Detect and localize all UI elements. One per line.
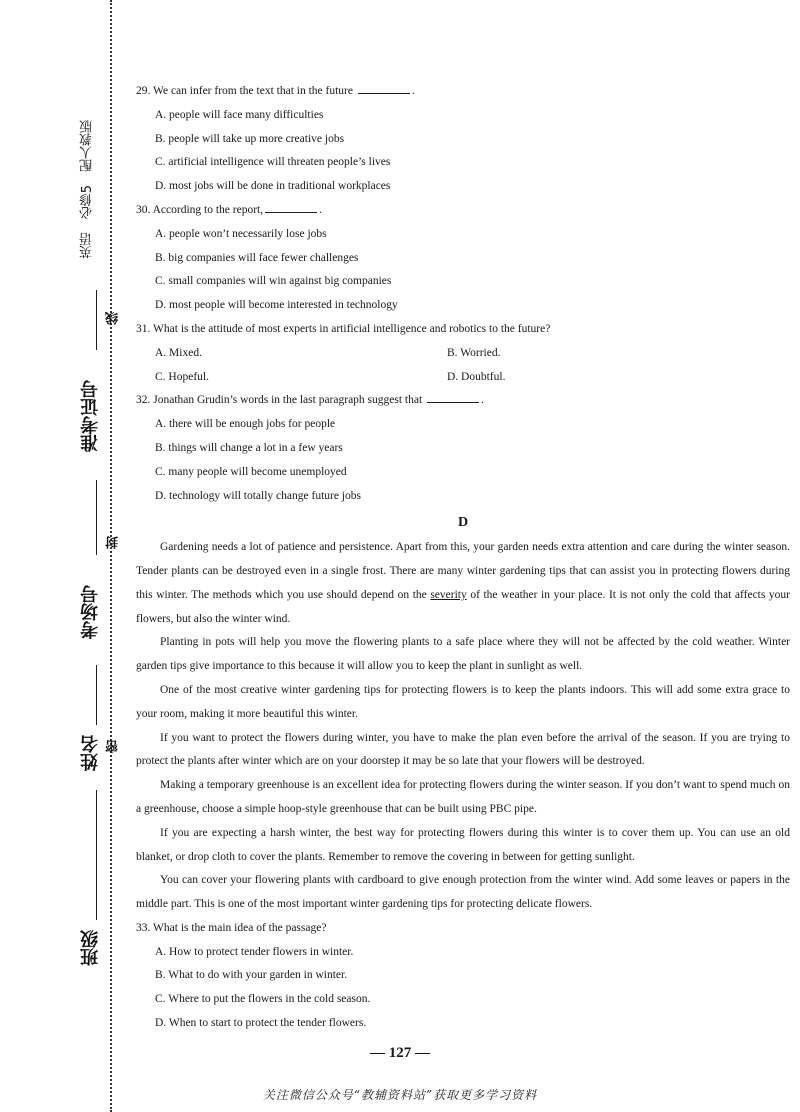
option-b: B. Worried. (447, 346, 501, 359)
paragraph: Gardening needs a lot of patience and persistence. Apart from this, your garden needs extra attention and care during the winter season. Tender plants can be destroyed even in a single frost. There are many winter gardening tips that can assist you in protecting flowers during this winter. The methods which you use should depend on the severity of the weather in your place. It is not only the cold that affects your flowers, but also the winter wind. (136, 541, 790, 625)
option-c: C. artificial intelligence will threaten people’s lives (155, 156, 391, 169)
question-stem: 33. What is the main idea of the passage? (136, 921, 327, 934)
option-d: D. When to start to protect the tender flowers. (155, 1017, 367, 1030)
name-underline (96, 665, 97, 725)
paragraph: If you want to protect the flowers during winter, you have to make the plan even before the arrival of the season. If you are trying to protect the plants after winter which are on your doorstep it may be so late that your flowers will be destroyed. (136, 731, 790, 768)
option-c: C. Where to put the flowers in the cold season. (155, 993, 371, 1006)
footer-note: 关注微信公众号“教辅资料站”获取更多学习资料 (262, 1088, 538, 1102)
option-c: C. Hopeful. (155, 370, 209, 383)
option-a: A. Mixed. (155, 346, 202, 359)
seal-xian: 线 (106, 312, 121, 325)
page-number: — 127 — (370, 1045, 430, 1061)
seal-mi: 密 (106, 740, 121, 753)
section-title: D (457, 515, 469, 531)
option-d: D. most jobs will be done in traditional workplaces (155, 180, 391, 193)
reading-passage (136, 536, 790, 917)
paragraph: Making a temporary greenhouse is an excellent idea for protecting flowers during the winter season. If you don’t want to spend much on a greenhouse, choose a simple hoop-style greenhouse that can be built using PBC pipe. (136, 779, 790, 815)
seal-feng: 封 (106, 536, 121, 549)
option-a: A. there will be enough jobs for people (155, 418, 336, 431)
question-31 (136, 318, 790, 389)
paragraph: You can cover your flowering plants with cardboard to give enough protection from the winter wind. Add some leaves or papers in the middle part. This is one of the most important winter gardening tips for protecting delicate flowers. (136, 874, 790, 911)
option-a: A. people won’t necessarily lose jobs (155, 227, 327, 240)
option-a: A. How to protect tender flowers in winter. (155, 945, 354, 958)
underlined-word: severity (430, 588, 467, 601)
ticket-number-label: 准考证号 (80, 380, 101, 452)
class-underline (96, 790, 97, 920)
paragraph: If you are expecting a harsh winter, the best way for protecting flowers during this winter is to cover them up. You can use an old blanket, or drop cloth to cover the plants. Remember to remove the covering in between for getting sunlight. (136, 826, 790, 863)
book-info: 英语 必修5 配人教版 (80, 120, 95, 259)
answer-blank (265, 200, 317, 213)
question-stem: 31. What is the attitude of most experts in artificial intelligence and robotics to the future? (136, 322, 551, 335)
answer-blank (358, 81, 410, 94)
option-a: A. people will face many difficulties (155, 108, 324, 121)
option-d: D. Doubtful. (447, 370, 506, 383)
question-30 (136, 199, 790, 318)
option-b: B. What to do with your garden in winter. (155, 969, 348, 982)
name-label: 姓名 (80, 735, 101, 771)
option-c: C. small companies will win against big companies (155, 275, 392, 288)
option-b: B. big companies will face fewer challenges (155, 251, 359, 264)
option-c: C. many people will become unemployed (155, 465, 347, 478)
question-32 (136, 389, 790, 508)
option-b: B. things will change a lot in a few years (155, 441, 343, 454)
option-d: D. most people will become interested in technology (155, 299, 398, 312)
question-stem: 30. According to the report, . (136, 199, 790, 223)
room-underline (96, 480, 97, 555)
ticket-underline (96, 290, 97, 350)
class-label: 班级 (80, 930, 101, 966)
binding-dotted-line (110, 0, 112, 1112)
option-d: D. technology will totally change future jobs (155, 489, 361, 502)
question-29 (136, 80, 790, 199)
question-33 (136, 917, 790, 1036)
answer-blank (427, 390, 479, 403)
question-stem: 29. We can infer from the text that in the future . (136, 80, 790, 104)
paragraph: One of the most creative winter gardening tips for protecting flowers is to keep the plants indoors. This will add some extra grace to your room, making it more beautiful this winter. (136, 683, 790, 720)
exam-content (136, 80, 790, 1036)
option-b: B. people will take up more creative jobs (155, 132, 345, 145)
exam-room-label: 考场号 (80, 585, 101, 639)
question-stem: 32. Jonathan Grudin’s words in the last paragraph suggest that . (136, 389, 790, 413)
paragraph: Planting in pots will help you move the flowering plants to a safe place where they will not be affected by the cold weather. Winter garden tips give importance to this because it will allow you to keep the plant in sunlight as well. (136, 636, 790, 673)
